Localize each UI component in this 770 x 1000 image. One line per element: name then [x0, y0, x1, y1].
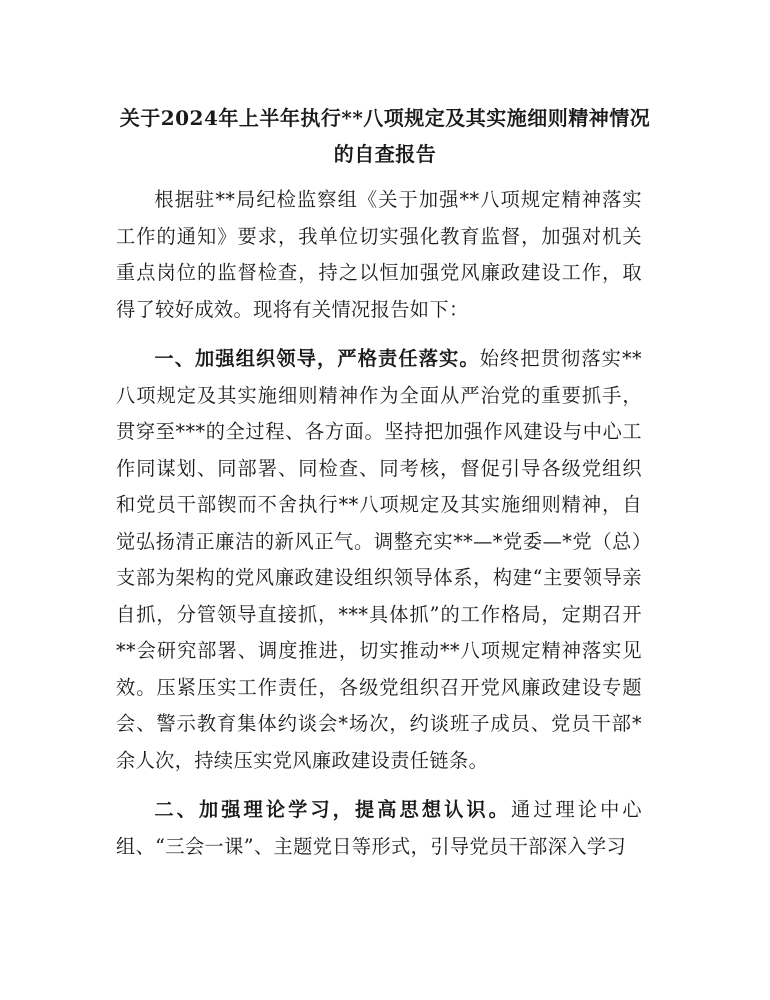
document-title-line-1: 关于2024年上半年执行**八项规定及其实施细则精神情况 [119, 106, 651, 130]
section-1-paragraph [116, 341, 642, 779]
document-body [116, 182, 642, 865]
section-2-paragraph [116, 792, 642, 865]
document-title-line-2: 的自查报告 [333, 142, 437, 166]
section-1-heading: 一、加强组织领导，严格责任落实。 [154, 347, 480, 370]
section-2-text: 通过理论中心组、“三会一课”、主题党日等形式，引导党员干部深入学习 [116, 798, 642, 858]
section-1-text: 始终把贯彻落实**八项规定及其实施细则精神作为全面从严治党的重要抓手，贯穿至***的全过程、各方面。坚持把加强作风建设与中心工作同谋划、同部署、同检查、同考核，督促引导各级党组织和党员干部锲而不舍执行**八项规定及其实施细则精神，自觉弘扬清正廉洁的新风正气。调整充实**—*党委—*党（总）支部为架构的党风廉政建设组织领导体系，构建“主要领导亲自抓，分管领导直接抓，***具体抓”的工作格局，定期召开**会研究部署、调度推进，切实推动**八项规定精神落实见效。压紧压实工作责任，各级党组织召开党风廉政建设专题会、警示教育集体约谈会*场次，约谈班子成员、党员干部*余人次，持续压实党风廉政建设责任链条。 [116, 347, 642, 772]
intro-paragraph: 根据驻**局纪检监察组《关于加强**八项规定精神落实工作的通知》要求，我单位切实强化教育监督，加强对机关重点岗位的监督检查，持之以恒加强党风廉政建设工作，取得了较好成效。现将有关情况报告如下： [116, 188, 642, 321]
section-2-heading: 二、加强理论学习，提高思想认识。 [154, 798, 511, 821]
